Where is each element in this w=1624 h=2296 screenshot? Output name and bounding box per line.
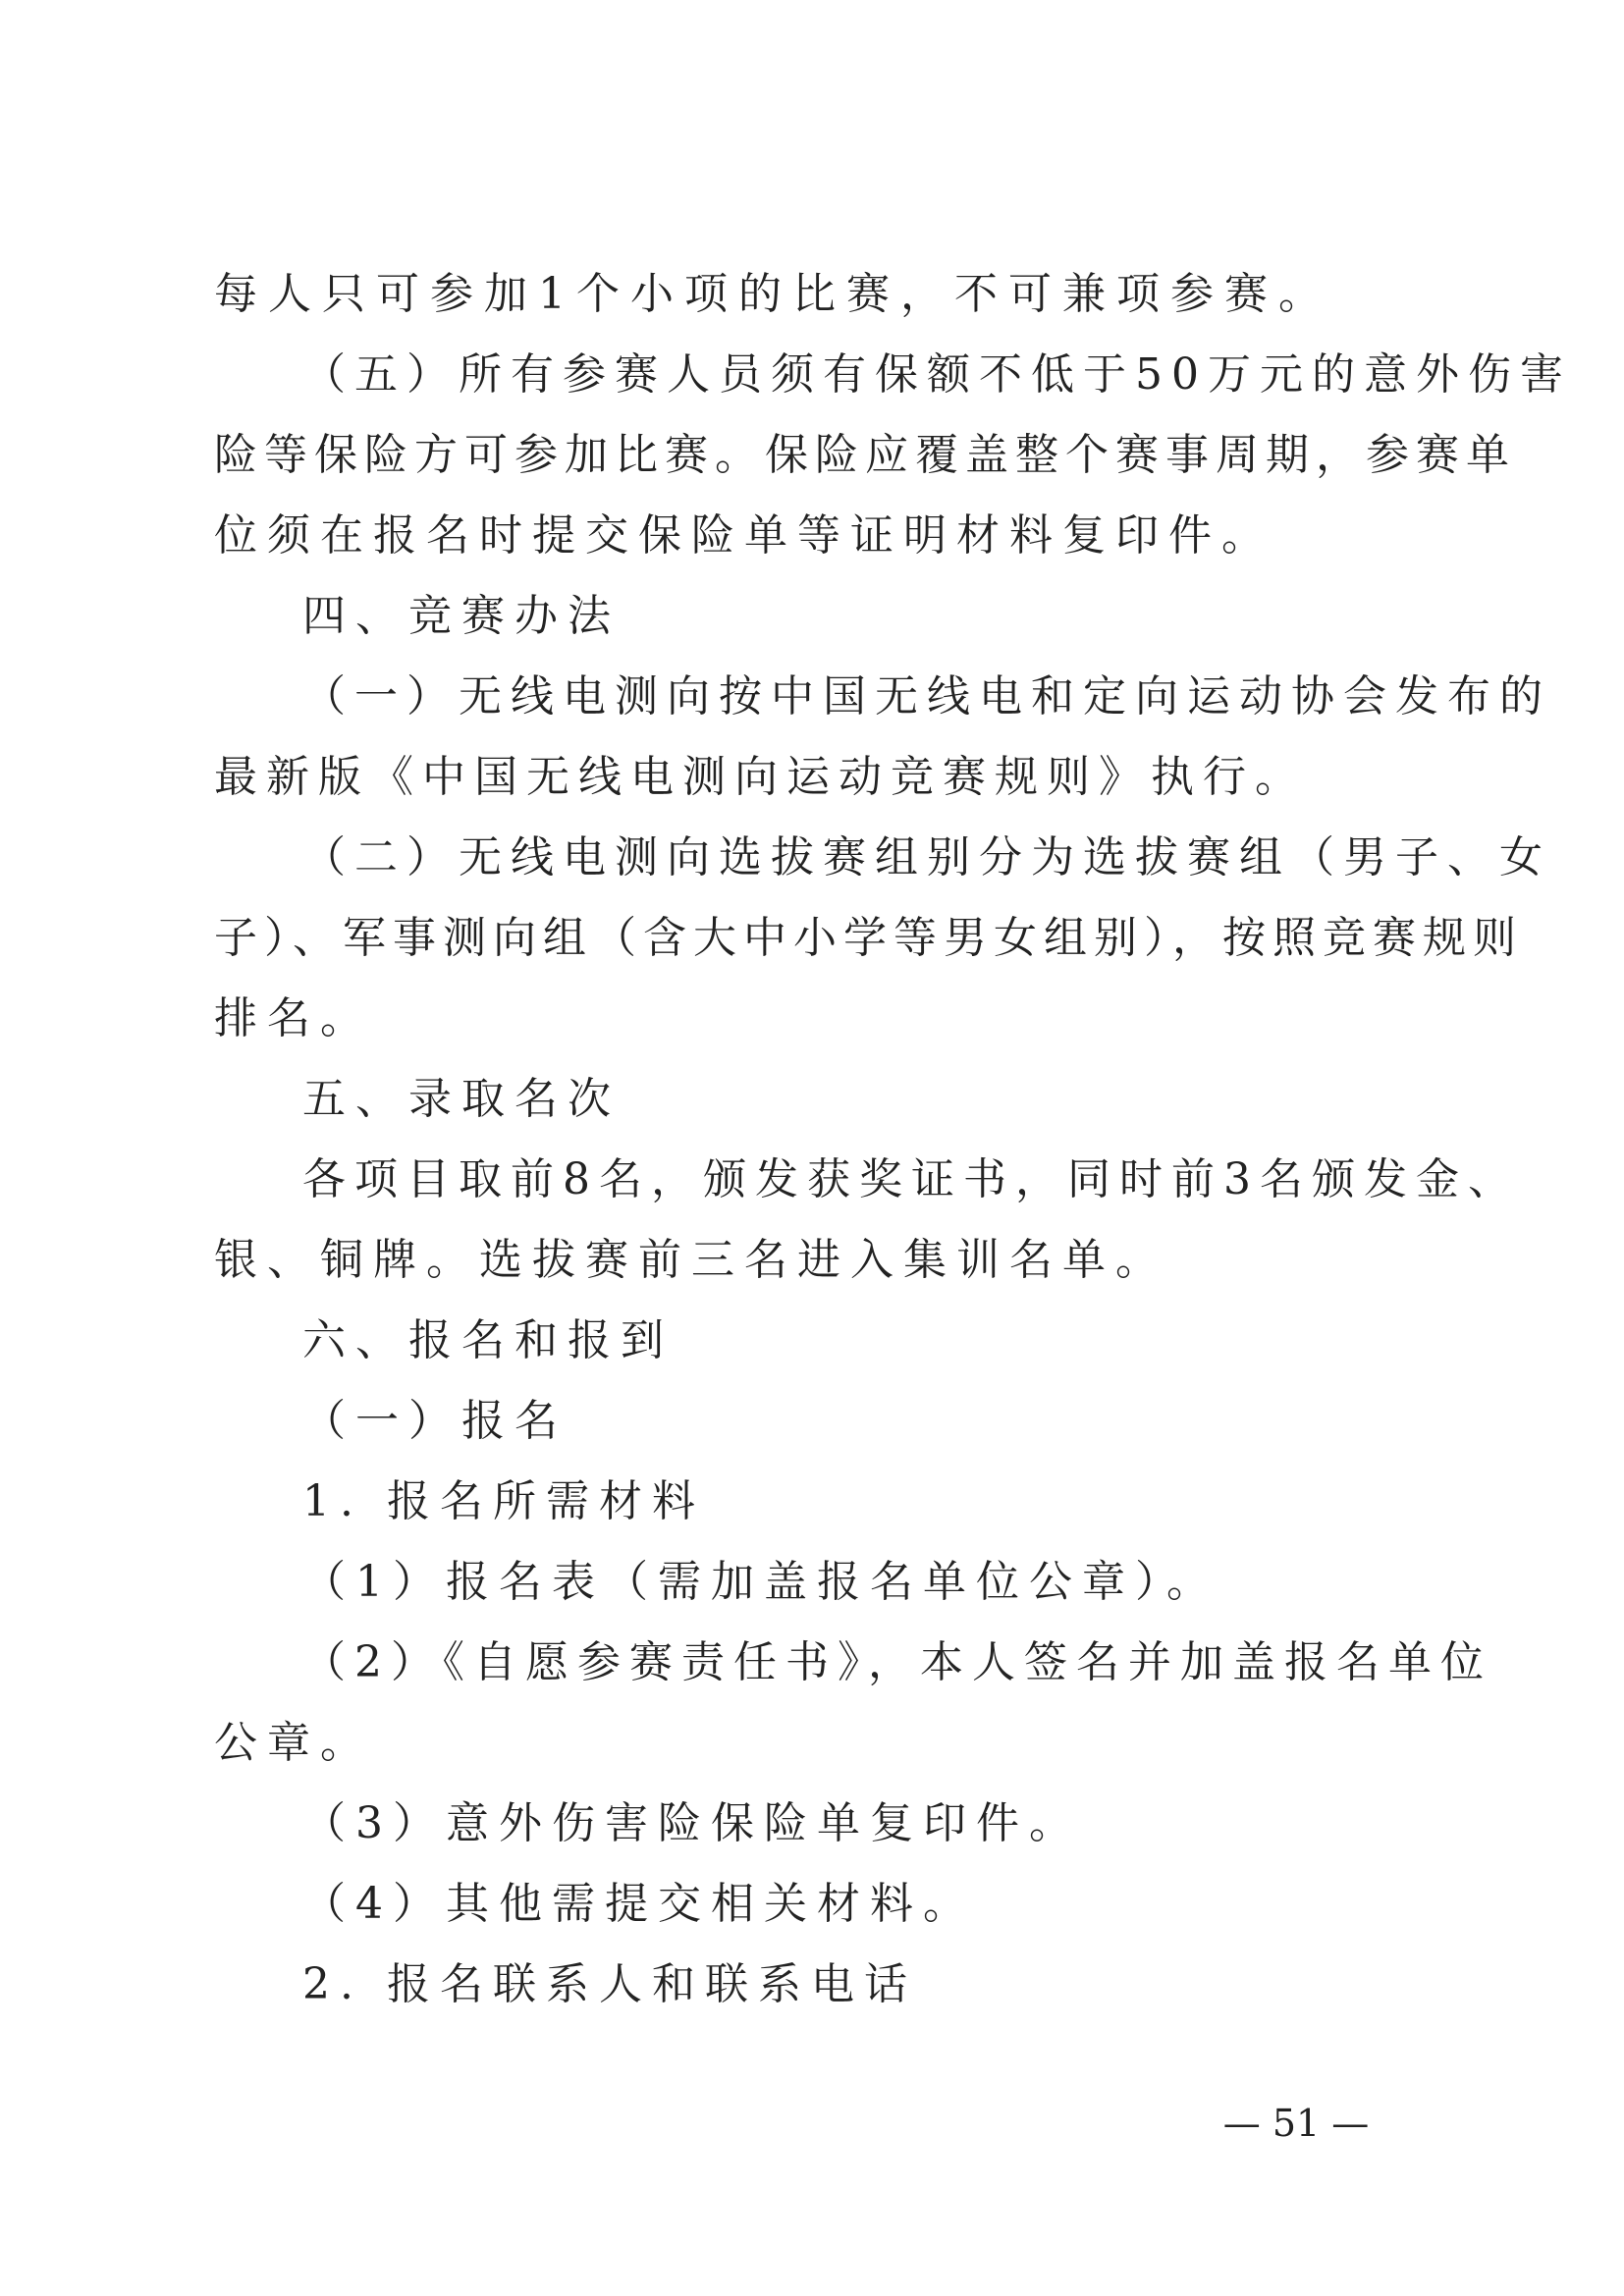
text-line: 公章。 xyxy=(214,1718,373,1768)
section-heading: 五、录取名次 xyxy=(302,1074,621,1124)
text-line: 各项目取前8名，颁发获奖证书，同时前3名颁发金、 xyxy=(302,1154,1520,1204)
text-line: （五）所有参赛人员须有保额不低于50万元的意外伤害 xyxy=(302,349,1572,400)
text-line: 每人只可参加1个小项的比赛，不可兼项参赛。 xyxy=(214,269,1332,319)
text-line: 最新版《中国无线电测向运动竞赛规则》执行。 xyxy=(214,752,1307,802)
text-line: 1. 报名所需材料 xyxy=(302,1476,705,1526)
text-line: （4）其他需提交相关材料。 xyxy=(302,1879,976,1929)
text-line: 子）、军事测向组（含大中小学等男女组别），按照竞赛规则 xyxy=(214,913,1523,963)
section-heading: 四、竞赛办法 xyxy=(302,591,621,641)
text-line: （一）无线电测向按中国无线电和定向运动协会发布的 xyxy=(302,671,1551,721)
page-number: — 51 — xyxy=(1222,2102,1370,2145)
text-line: 位须在报名时提交保险单等证明材料复印件。 xyxy=(214,510,1274,561)
text-line: （二）无线电测向选拔赛组别分为选拔赛组（男子、女 xyxy=(302,832,1551,882)
text-line: 银、铜牌。选拔赛前三名进入集训名单。 xyxy=(214,1235,1168,1285)
subsection-heading: （一）报名 xyxy=(302,1396,568,1446)
text-line: （3）意外伤害险保险单复印件。 xyxy=(302,1798,1082,1848)
section-heading: 六、报名和报到 xyxy=(302,1315,674,1365)
text-line: 2. 报名联系人和联系电话 xyxy=(302,1959,917,2009)
text-line: （1）报名表（需加盖报名单位公章）。 xyxy=(302,1557,1219,1607)
text-line: （2）《自愿参赛责任书》，本人签名并加盖报名单位 xyxy=(302,1637,1492,1687)
text-line: 险等保险方可参加比赛。保险应覆盖整个赛事周期，参赛单 xyxy=(214,430,1516,480)
text-line: 排名。 xyxy=(214,993,373,1043)
